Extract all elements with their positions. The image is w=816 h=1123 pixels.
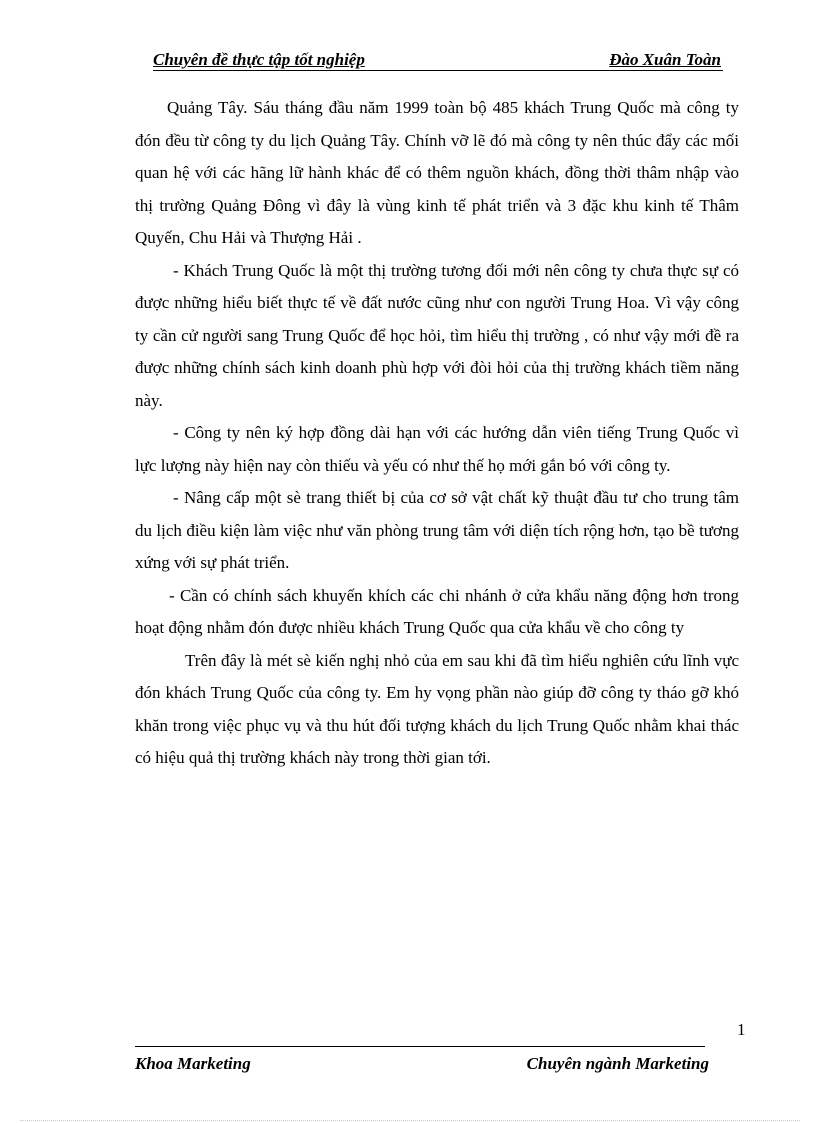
- major-name: Chuyên ngành Marketing: [526, 1054, 709, 1073]
- footer-divider: [135, 1046, 705, 1047]
- paragraph: - Công ty nên ký hợp đồng dài hạn với các hướng dẫn viên tiếng Trung Quốc vì lực lượng này hiện nay còn thiếu và yếu có như thế họ mới gắn bó với công ty.: [135, 423, 739, 475]
- paragraph: Trên đây là mét sè kiến nghị nhỏ của em sau khi đã tìm hiểu nghiên cứu lĩnh vực đón khách Trung Quốc của công ty. Em hy vọng phần nào giúp đỡ công ty tháo gỡ khó khăn trong việc phục vụ và thu hút đối tượng khách du lịch Trung Quốc nhằm khai thác có hiệu quả thị trường khách này trong thời gian tới.: [135, 650, 739, 767]
- page-footer: [135, 1054, 709, 1078]
- page-number: 1: [737, 1020, 746, 1039]
- paragraph: - Nâng cấp một sè trang thiết bị của cơ sở vật chất kỹ thuật đầu tư cho trung tâm du lịch điều kiện làm việc như văn phòng trung tâm với diện tích rộng hơn, tạo bề tương xứng với sự phát triển.: [135, 488, 739, 572]
- page-header: [153, 48, 723, 71]
- faculty-name: Khoa Marketing: [135, 1054, 251, 1073]
- paragraph: - Cần có chính sách khuyến khích các chi nhánh ở cửa khẩu năng động hơn trong hoạt động nhằm đón được nhiều khách Trung Quốc qua cửa khẩu về cho công ty: [135, 585, 739, 637]
- author-name: Đào Xuân Toàn: [609, 50, 721, 69]
- paragraph: Quảng Tây. Sáu tháng đầu năm 1999 toàn bộ 485 khách Trung Quốc mà công ty đón đều từ công ty du lịch Quảng Tây. Chính vỡ lẽ đó mà công ty nên thúc đẩy các mối quan hệ với các hãng lữ hành khác để có thêm nguồn khách, đồng thời thâm nhập vào thị trường Quảng Đông vì đây là vùng kinh tế phát triển và 3 đặc khu kinh tế Thâm Quyến, Chu Hải và Thượng Hải .: [135, 98, 739, 247]
- document-body: [135, 92, 739, 775]
- paragraph: - Khách Trung Quốc là một thị trường tương đối mới nên công ty chưa thực sự có được những hiểu biết thực tế về đất nước cũng như con người Trung Hoa. Vì vậy công ty cần cử người sang Trung Quốc để học hỏi, tìm hiểu thị trường , có như vậy mới đề ra được những chính sách kinh doanh phù hợp với đòi hỏi của thị trường khách tiềm năng này.: [135, 260, 739, 410]
- page-edge-divider: [20, 1120, 800, 1121]
- document-title: Chuyên đề thực tập tốt nghiệp: [153, 50, 365, 69]
